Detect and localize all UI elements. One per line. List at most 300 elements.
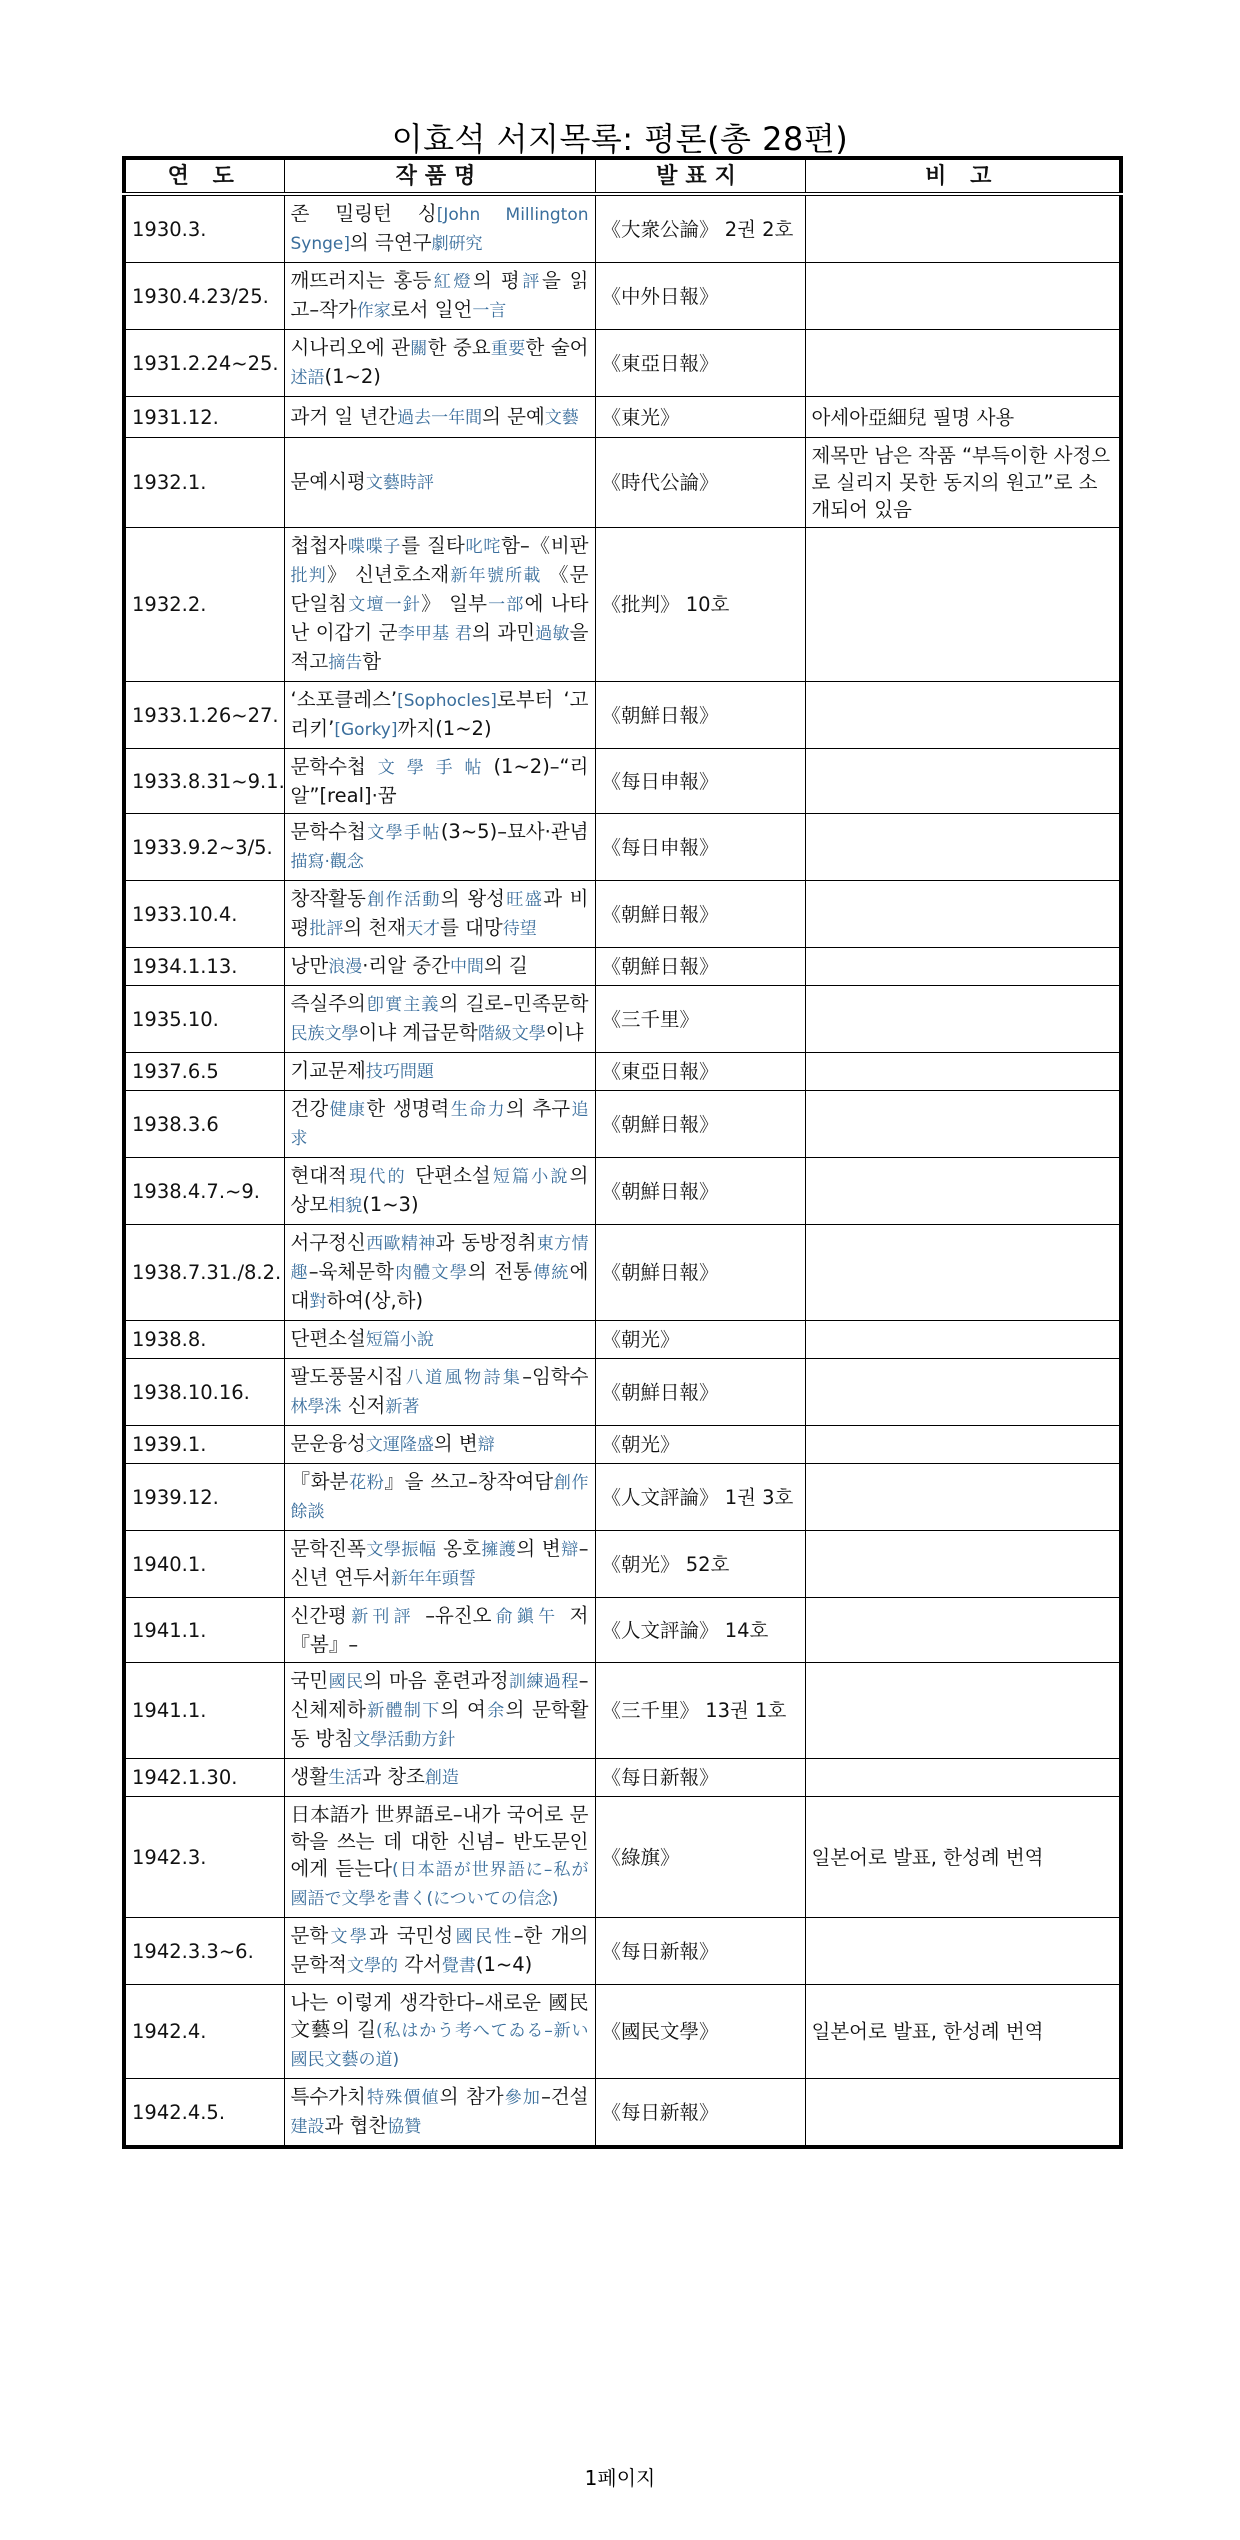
work-text-span: 을 적고	[290, 621, 589, 673]
cell-year: 1933.10.4.	[124, 881, 284, 948]
work-text-span: 의 상모	[290, 1164, 589, 1216]
work-text-span: 팔도풍물시집	[290, 1365, 404, 1388]
work-hanja-span: 重要	[490, 339, 526, 359]
work-text-span: 문운융성	[290, 1432, 366, 1455]
work-text-span: 이냐 계급문학	[358, 1021, 478, 1044]
cell-venue: 《三千里》 13권 1호	[595, 1663, 805, 1759]
work-text-span: 과 협찬	[324, 2114, 388, 2137]
work-text-span: 옹호	[436, 1537, 481, 1560]
cell-note	[805, 263, 1121, 330]
cell-work	[284, 1091, 595, 1158]
cell-work	[284, 330, 595, 397]
work-hanja-span: 西歐精神	[365, 1234, 436, 1254]
cell-note	[805, 194, 1121, 263]
work-hanja-span: 喋喋子	[347, 537, 402, 557]
cell-note	[805, 986, 1121, 1053]
cell-year: 1942.4.	[124, 1985, 284, 2079]
work-text-span: 』을 쓰고–창작여담	[384, 1470, 554, 1493]
work-text-span: 한 생명력	[366, 1097, 450, 1120]
work-hanja-span: 待望	[502, 919, 537, 939]
cell-work	[284, 2079, 595, 2148]
work-hanja-span: 文壇一針	[347, 595, 422, 615]
work-hanja-span: 作家	[356, 301, 391, 321]
header-venue: 발표지	[595, 158, 805, 194]
cell-work	[284, 1321, 595, 1359]
work-hanja-span: 短篇小說	[490, 1167, 570, 1187]
work-text-span: 를 질타	[401, 534, 465, 557]
work-text-span: 의 왕성	[440, 887, 506, 910]
table-row	[124, 397, 1121, 438]
work-hanja-span: 紅燈	[431, 272, 474, 292]
work-hanja-span: 新刊評	[347, 1607, 415, 1627]
work-hanja-span: 新年號所載	[449, 566, 542, 586]
work-hanja-span: 過敏	[535, 624, 570, 644]
work-text-span: 깨뜨러지는 홍등	[290, 269, 432, 292]
work-hanja-span: 創作餘談	[290, 1473, 589, 1522]
work-hanja-span: 相貌	[328, 1196, 363, 1216]
work-hanja-span: 中間	[449, 957, 484, 977]
cell-year: 1931.12.	[124, 397, 284, 438]
work-hanja-span: 摘告	[328, 653, 363, 673]
work-hanja-span: 辯	[560, 1540, 579, 1560]
cell-year: 1935.10.	[124, 986, 284, 1053]
cell-venue: 《國民文學》	[595, 1985, 805, 2079]
cell-work	[284, 1797, 595, 1918]
work-text-span: 과 비평	[290, 887, 589, 939]
work-text-span: 신저	[341, 1394, 386, 1417]
table-row	[124, 948, 1121, 986]
cell-year: 1933.8.31~9.1.	[124, 749, 284, 814]
cell-note	[805, 1158, 1121, 1225]
work-hanja-span: 一言	[472, 301, 507, 321]
work-hanja-span: 協贊	[387, 2117, 422, 2137]
table-body	[124, 194, 1121, 2147]
work-hanja-span: 新體制下	[365, 1701, 441, 1721]
work-text-span: 로서 일언	[390, 298, 473, 321]
work-text-span: –건설	[541, 2085, 589, 2108]
cell-note	[805, 881, 1121, 948]
work-text-span: 》 일부	[421, 592, 487, 615]
cell-year: 1938.7.31./8.2.	[124, 1225, 284, 1321]
work-hanja-span: 述語	[290, 368, 325, 388]
work-hanja-span: 林學洙	[290, 1397, 342, 1417]
table-row	[124, 749, 1121, 814]
work-text-span: –임학수	[522, 1365, 589, 1388]
cell-year: 1938.10.16.	[124, 1359, 284, 1426]
work-text-span: –한 개의 문학적	[290, 1924, 589, 1976]
cell-work	[284, 814, 595, 881]
work-hanja-span: 描寫·觀念	[290, 852, 364, 872]
cell-venue: 《人文評論》 14호	[595, 1598, 805, 1663]
cell-note	[805, 749, 1121, 814]
work-text-span: 단편소설	[290, 1327, 366, 1350]
work-text-span: 의 길로–민족문학	[439, 992, 589, 1015]
cell-year: 1940.1.	[124, 1531, 284, 1598]
cell-venue: 《東光》	[595, 397, 805, 438]
work-hanja-span: 健康	[328, 1100, 367, 1120]
work-hanja-span: 追求	[290, 1100, 589, 1149]
work-text-span: 의 변	[433, 1432, 478, 1455]
cell-year: 1930.4.23/25.	[124, 263, 284, 330]
work-hanja-span: 文學活動方針	[353, 1730, 456, 1750]
work-text-span: 의 극연구	[350, 231, 432, 254]
cell-venue: 《朝光》 52호	[595, 1531, 805, 1598]
cell-year: 1932.1.	[124, 438, 284, 528]
cell-note	[805, 528, 1121, 682]
work-hanja-span: 劇硏究	[431, 234, 483, 254]
cell-year: 1942.1.30.	[124, 1759, 284, 1797]
work-hanja-span: 余	[485, 1701, 506, 1721]
table-row	[124, 528, 1121, 682]
work-text-span: 과 창조	[362, 1765, 425, 1788]
work-text-span: 시나리오에 관	[290, 336, 411, 359]
work-hanja-span: 民族文學	[290, 1024, 359, 1044]
cell-work	[284, 1531, 595, 1598]
work-text-span: 의 문예	[482, 404, 545, 428]
table-row	[124, 1225, 1121, 1321]
cell-note	[805, 1321, 1121, 1359]
table-row	[124, 1598, 1121, 1663]
work-text-span: –육체문학	[308, 1260, 394, 1283]
work-text-span: 을 읽고–작가	[290, 269, 589, 321]
work-hanja-span: 旺盛	[505, 890, 544, 910]
cell-venue: 《中外日報》	[595, 263, 805, 330]
cell-year: 1933.1.26~27.	[124, 682, 284, 749]
work-hanja-span: 建設	[290, 2117, 325, 2137]
work-hanja-span: 短篇小說	[365, 1330, 434, 1350]
cell-work	[284, 263, 595, 330]
cell-venue: 《朝鮮日報》	[595, 881, 805, 948]
work-hanja-span: 關	[410, 339, 428, 359]
work-text-span: ·리알 중간	[362, 954, 450, 977]
work-text-span: 한 중요	[427, 336, 491, 359]
work-text-span: (3~5)–묘사·관념	[440, 820, 589, 843]
cell-work	[284, 1985, 595, 2079]
work-hanja-span: 俞鎭午	[491, 1607, 560, 1627]
cell-year: 1939.1.	[124, 1426, 284, 1464]
work-text-span: (1~2)	[324, 365, 381, 388]
cell-venue: 《每日新報》	[595, 1759, 805, 1797]
cell-venue: 《人文評論》 1권 3호	[595, 1464, 805, 1531]
work-hanja-span: 特殊價値	[365, 2088, 440, 2108]
page-number: 1페이지	[584, 2466, 656, 2490]
work-hanja-span: 文學振幅	[365, 1540, 437, 1560]
cell-venue: 《東亞日報》	[595, 330, 805, 397]
work-hanja-span: 批評	[309, 919, 344, 939]
work-text-span: 기교문제	[290, 1059, 366, 1082]
work-hanja-span: (日本語が世界語に–私が國語で文學を書く(についての信念)	[290, 1860, 589, 1909]
work-hanja-span: 創作活動	[365, 890, 441, 910]
work-hanja-span: 東方情趣	[290, 1234, 589, 1283]
work-text-span: 함–《비판	[501, 534, 589, 557]
cell-note	[805, 1091, 1121, 1158]
cell-venue: 《朝鮮日報》	[595, 948, 805, 986]
cell-note	[805, 948, 1121, 986]
cell-work	[284, 1158, 595, 1225]
work-hanja-span: 技巧問題	[365, 1062, 434, 1082]
work-hanja-span: 文學手帖	[365, 823, 441, 843]
table-row	[124, 682, 1121, 749]
work-hanja-span: 花粉	[348, 1473, 385, 1493]
work-text-span: 에 나타난 이갑기 군	[290, 592, 589, 644]
table-row	[124, 2079, 1121, 2148]
work-text-span: 의 마음 훈련과정	[363, 1669, 509, 1692]
table-row	[124, 1759, 1121, 1797]
work-hanja-span: 創造	[424, 1768, 459, 1788]
cell-work	[284, 1464, 595, 1531]
work-text-span: (1~3)	[362, 1193, 419, 1216]
cell-work	[284, 397, 595, 438]
work-hanja-span: 文學的	[347, 1956, 399, 1976]
table-row	[124, 1464, 1121, 1531]
table-row	[124, 1663, 1121, 1759]
cell-venue: 《朝鮮日報》	[595, 1359, 805, 1426]
work-hanja-span: 叱咤	[464, 537, 502, 557]
work-text-span: (1~2)–“리알”[real]·꿈	[290, 755, 589, 807]
work-hanja-span: 李甲基 君	[397, 624, 473, 644]
table-row	[124, 1158, 1121, 1225]
table-row	[124, 986, 1121, 1053]
cell-note	[805, 330, 1121, 397]
work-text-span: 의 참가	[439, 2085, 504, 2108]
work-text-span: 의 문학활동 방침	[290, 1698, 589, 1750]
cell-year: 1941.1.	[124, 1598, 284, 1663]
cell-venue: 《每日新報》	[595, 2079, 805, 2148]
table-row	[124, 1918, 1121, 1985]
work-hanja-span: 天才	[406, 919, 441, 939]
cell-note	[805, 2079, 1121, 2148]
cell-note	[805, 1053, 1121, 1091]
cell-year: 1938.4.7.~9.	[124, 1158, 284, 1225]
work-hanja-span: [Gorky]	[334, 720, 398, 740]
cell-year: 1942.4.5.	[124, 2079, 284, 2148]
table-row	[124, 1091, 1121, 1158]
cell-year: 1937.6.5	[124, 1053, 284, 1091]
cell-year: 1942.3.	[124, 1797, 284, 1918]
work-text-span: 하여(상,하)	[326, 1289, 424, 1312]
work-hanja-span: [Sophocles]	[397, 691, 497, 711]
cell-work	[284, 682, 595, 749]
cell-note	[805, 1759, 1121, 1797]
cell-year: 1930.3.	[124, 194, 284, 263]
table-row	[124, 1053, 1121, 1091]
work-text-span: 日本語가 世界語로–내가 국어로 문학을 쓰는 데 대한 신념– 반도문인에게 듣는다	[290, 1803, 589, 1880]
cell-year: 1932.2.	[124, 528, 284, 682]
work-text-span: 함	[362, 650, 382, 673]
work-hanja-span: 卽實主義	[365, 995, 440, 1015]
work-hanja-span: 文運隆盛	[365, 1435, 434, 1455]
cell-venue: 《每日申報》	[595, 749, 805, 814]
cell-note: 아세아亞細兒 필명 사용	[805, 397, 1121, 438]
cell-note	[805, 1359, 1121, 1426]
cell-work	[284, 948, 595, 986]
cell-work	[284, 1225, 595, 1321]
work-hanja-span: 評	[519, 272, 542, 292]
cell-work	[284, 1426, 595, 1464]
work-hanja-span: 國民性	[453, 1927, 514, 1947]
work-text-span: 문학수첩	[290, 820, 366, 843]
work-text-span: 즉실주의	[290, 992, 366, 1015]
header-row	[124, 158, 1121, 194]
table-row	[124, 438, 1121, 528]
bibliography-table	[122, 156, 1123, 2149]
header-year: 연 도	[124, 158, 284, 194]
work-hanja-span: 擁護	[480, 1540, 517, 1560]
work-text-span: 국민	[290, 1669, 329, 1692]
cell-work	[284, 986, 595, 1053]
table-row	[124, 1985, 1121, 2079]
work-text-span: 첩첩자	[290, 534, 348, 557]
table-row	[124, 1531, 1121, 1598]
work-hanja-span: 新著	[385, 1397, 420, 1417]
cell-year: 1941.1.	[124, 1663, 284, 1759]
work-text-span: 에 대	[290, 1260, 589, 1312]
cell-year: 1931.2.24~25.	[124, 330, 284, 397]
work-hanja-span: 現代的	[347, 1167, 407, 1187]
work-text-span: 문학진폭	[290, 1537, 366, 1560]
cell-venue: 《每日新報》	[595, 1918, 805, 1985]
cell-venue: 《朝鮮日報》	[595, 1225, 805, 1321]
cell-year: 1939.12.	[124, 1464, 284, 1531]
work-text-span: 의 천재	[343, 916, 407, 939]
table-row	[124, 263, 1121, 330]
cell-work	[284, 1918, 595, 1985]
cell-note	[805, 1918, 1121, 1985]
work-text-span: 단편소설	[406, 1164, 491, 1187]
cell-note	[805, 682, 1121, 749]
work-text-span: 의 변	[516, 1537, 561, 1560]
cell-work	[284, 1053, 595, 1091]
work-text-span: ‘소포클레스’	[290, 688, 398, 711]
cell-venue: 《朝鮮日報》	[595, 1091, 805, 1158]
cell-note	[805, 1531, 1121, 1598]
work-hanja-span: 參加	[503, 2088, 542, 2108]
cell-work	[284, 1359, 595, 1426]
cell-note	[805, 1225, 1121, 1321]
table-row	[124, 194, 1121, 263]
work-text-span: 서구정신	[290, 1231, 366, 1254]
table-row	[124, 1797, 1121, 1918]
work-text-span: 현대적	[290, 1164, 348, 1187]
work-text-span: –신체제하	[290, 1669, 589, 1721]
work-text-span: 의 과민	[472, 621, 536, 644]
header-work: 작품명	[284, 158, 595, 194]
cell-year: 1942.3.3~6.	[124, 1918, 284, 1985]
work-text-span: 존 밀링턴 싱	[290, 202, 437, 225]
cell-venue: 《朝鮮日報》	[595, 682, 805, 749]
table-row	[124, 1359, 1121, 1426]
work-text-span: 저 『봄』–	[290, 1604, 589, 1656]
work-text-span: 까지(1~2)	[397, 717, 492, 740]
work-text-span: (1~4)	[475, 1953, 533, 1976]
table-row	[124, 1321, 1121, 1359]
work-text-span: 문학수첩	[290, 755, 366, 778]
work-text-span: 특수가치	[290, 2085, 366, 2108]
work-text-span: 생활	[290, 1765, 329, 1788]
work-text-span: 나는 이렇게 생각한다–새로운 國民文藝의 길	[290, 1991, 589, 2041]
cell-work	[284, 1598, 595, 1663]
cell-note	[805, 1663, 1121, 1759]
cell-venue: 《朝光》	[595, 1426, 805, 1464]
work-text-span: 의 전통	[468, 1260, 532, 1283]
cell-venue: 《批判》 10호	[595, 528, 805, 682]
cell-work	[284, 1663, 595, 1759]
work-text-span: 문예시평	[290, 470, 366, 493]
cell-year: 1934.1.13.	[124, 948, 284, 986]
work-text-span: 의 평	[473, 269, 520, 292]
work-hanja-span: 文學	[328, 1927, 370, 1947]
work-hanja-span: 生活	[328, 1768, 363, 1788]
work-text-span: 낭만	[290, 954, 329, 977]
table-row	[124, 1426, 1121, 1464]
work-hanja-span: 傳統	[531, 1263, 570, 1283]
work-text-span: 『화분	[290, 1470, 349, 1493]
work-text-span: 를 대망	[440, 916, 503, 939]
cell-venue: 《三千里》	[595, 986, 805, 1053]
cell-note	[805, 1426, 1121, 1464]
work-text-span: 이냐	[545, 1021, 584, 1044]
table-row	[124, 881, 1121, 948]
work-text-span: 의 여	[440, 1698, 486, 1721]
cell-venue: 《綠旗》	[595, 1797, 805, 1918]
work-hanja-span: 批判	[290, 566, 327, 586]
cell-venue: 《朝鮮日報》	[595, 1158, 805, 1225]
cell-note: 일본어로 발표, 한성례 번역	[805, 1797, 1121, 1918]
work-hanja-span: 國民	[328, 1672, 364, 1692]
work-hanja-span: 一部	[486, 595, 525, 615]
cell-year: 1933.9.2~3/5.	[124, 814, 284, 881]
work-hanja-span: 生命力	[449, 1100, 506, 1120]
work-hanja-span: 辯	[477, 1435, 495, 1455]
work-hanja-span: 階級文學	[477, 1024, 546, 1044]
work-hanja-span: 肉體文學	[393, 1263, 469, 1283]
work-text-span: 한 술어	[525, 336, 589, 359]
cell-work	[284, 528, 595, 682]
cell-work	[284, 749, 595, 814]
work-text-span: 문학	[290, 1924, 329, 1947]
cell-note: 일본어로 발표, 한성례 번역	[805, 1985, 1121, 2079]
work-text-span: 건강	[290, 1097, 329, 1120]
work-text-span: 신간평	[290, 1604, 348, 1627]
work-hanja-span: 覺書	[441, 1956, 476, 1976]
work-hanja-span: 八道風物詩集	[403, 1368, 523, 1388]
work-hanja-span: 新年年頭誓	[390, 1569, 476, 1589]
cell-venue: 《東亞日報》	[595, 1053, 805, 1091]
work-hanja-span: 過去一年間	[397, 407, 483, 428]
cell-note	[805, 1464, 1121, 1531]
cell-work	[284, 1759, 595, 1797]
work-text-span: 과 국민성	[369, 1924, 454, 1947]
work-hanja-span: 對	[309, 1292, 327, 1312]
work-text-span: 로부터 ‘고리키’	[290, 688, 589, 740]
work-text-span: 각서	[398, 1953, 442, 1976]
cell-work	[284, 881, 595, 948]
page-title: 이효석 서지목록: 평론(총 28편)	[391, 120, 849, 158]
cell-work	[284, 194, 595, 263]
work-text-span: 창작활동	[290, 887, 366, 910]
table-row	[124, 330, 1121, 397]
cell-venue: 《大衆公論》 2권 2호	[595, 194, 805, 263]
cell-year: 1938.8.	[124, 1321, 284, 1359]
cell-note	[805, 814, 1121, 881]
work-text-span: 의 길	[483, 954, 528, 977]
cell-work	[284, 438, 595, 528]
work-text-span: –신년 연두서	[290, 1537, 589, 1589]
work-text-span: –유진오	[414, 1604, 492, 1627]
cell-venue: 《朝光》	[595, 1321, 805, 1359]
header-note: 비 고	[805, 158, 1121, 194]
work-hanja-span: 文學手帖	[365, 758, 494, 778]
